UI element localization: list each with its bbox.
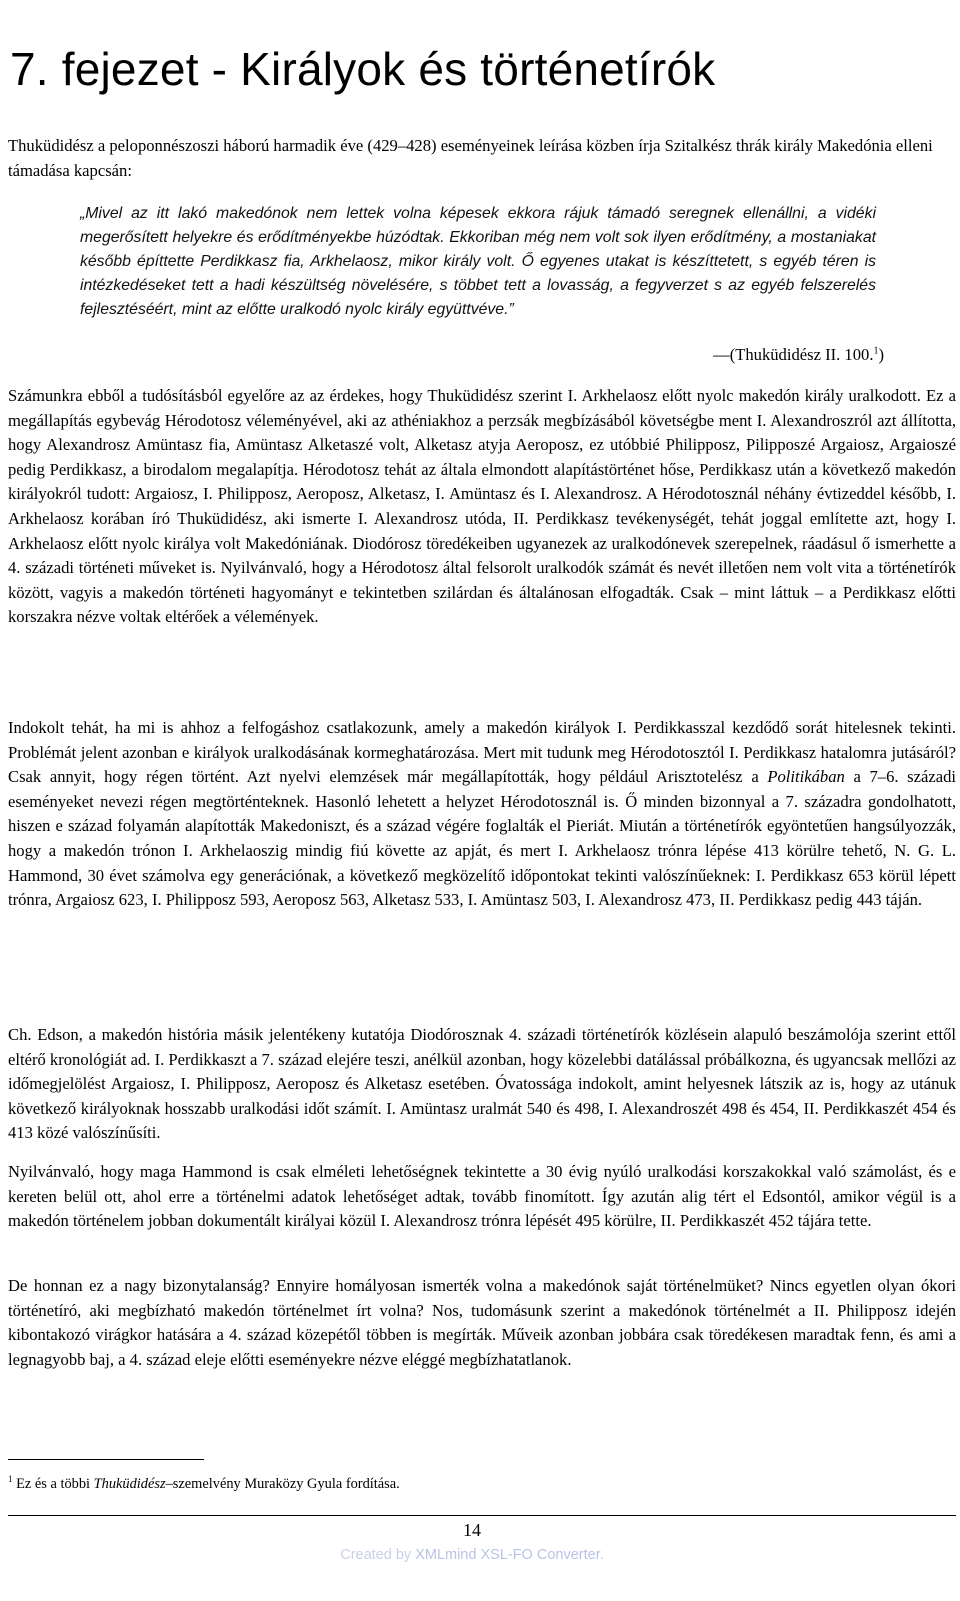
paragraph-4: Nyilvánvaló, hogy maga Hammond is csak elméleti lehetőségnek tekintette a 30 évig nyúló uralkodási korszakokkal való számolást, és e kereten belül ott, ahol erre a történelmi adatok lehetőséget adtak, tovább finomított. Így azután alig tért el Edsontól, amikor végül is a makedón történelem jobban dokumentált királyai közül I. Alexandrosz trónra lépését 495 körülre, II. Perdikkaszét 452 tájára tette. xyxy=(8,1162,956,1231)
paragraph-1: Számunkra ebből a tudósításból egyelőre az az érdekes, hogy Thuküdidész szerint I. Arkhelaosz előtt nyolc makedón király uralkodott. Ez a megállapítás egybevág Hérodotosz véleményével, aki az athéniakhoz a perzsák megbízásából követségbe ment I. Alexandroszról azt állította, hogy Alexandrosz Amüntasz fia, Amüntasz Alketaszé volt, Alketasz atyja Aeroposz, ez utóbbié Philipposz, Pilipposzé Argaiosz, Argaioszé pedig Perdikkasz, a birodalom megalapítja. Hérodotosz tehát az általa elmondott alapítástörténet hőse, Perdikkasz után a következő makedón királyokról tudott: Argaiosz, I. Philipposz, Aeroposz, Alketasz, I. Amüntasz és I. Alexandrosz. A Hérodotosznál néhány évtizeddel később, I. Arkhelaosz korában író Thuküdidész, aki ismerte I. Alexandrosz utóda, II. Perdikkasz tevékenységét, tehát joggal említette azt, hogy I. Arkhelaosz előtt nyolc királya volt Makedóniának. Diodórosz töredékeiben ugyanezek az uralkodónevek szerepelnek, ráadásul ő ismerhette a 4. századi történeti műveket is. Nyilvánvaló, hogy a Hérodotosz által felsorolt uralkodók számát és nevét illetően nem volt vita a történetírók között, vagyis a makedón történeti hagyományt e tekintetben szilárdan és általánosan elfogadták. Csak – mint láttuk – a Perdikkasz előtti korszakra nézve voltak eltérőek a vélemények. xyxy=(8,386,956,627)
work-title-politika: Politikában xyxy=(767,767,845,787)
intro-paragraph: Thuküdidész a peloponnészoszi háború harmadik éve (429–428) eseményeinek leírása közben írja Szitalkész thrák király Makedónia elleni támadása kapcsán: xyxy=(8,136,933,180)
converter-link[interactable]: XMLmind XSL-FO Converter xyxy=(415,1547,600,1563)
footer-divider xyxy=(8,1515,956,1516)
attribution-text: —(Thuküdidész II. 100. xyxy=(713,345,874,364)
credit-prefix: Created by xyxy=(340,1547,416,1563)
footnote xyxy=(8,1474,400,1493)
quote-attribution xyxy=(713,345,884,365)
paragraph-5: De honnan ez a nagy bizonytalanság? Ennyire homályosan ismerték volna a makedónok saját történelmüket? Nincs egyetlen olyan ókori történetíró, aki megbízható makedón történelmet írt volna? Nos, tudomásunk szerint a makedónok történelmét a II. Philipposz idején kibontakozó virágkor hatására a 4. század közepétől többen is megírták. Műveik azonban jobbára csak töredékesen maradtak fenn, és ami a legnagyobb baj, a 4. század eleje előtti eseményekre nézve eléggé megbízhatatlanok. xyxy=(8,1276,956,1369)
footnote-text-a: Ez és a többi xyxy=(12,1475,94,1492)
footnote-separator xyxy=(8,1459,204,1460)
chapter-title: 7. fejezet - Királyok és történetírók xyxy=(10,43,716,95)
paragraph-2-text-a: Indokolt tehát, ha mi is ahhoz a felfogáshoz csatlakozunk, amely a makedón királyok I. Perdikkasszal kezdődő sorát hitelesnek tekinti. Problémát jelent azonban e királyok uralkodásának kormeghatározása. Mert mit tudunk meg Hérodotosztól I. Perdikkasz hatalomra jutásáról? Csak annyit, hogy régen történt. Azt nyelvi elemzések már megállapították, hogy például Arisztotelész a xyxy=(8,718,956,787)
footnote-text-b: –szemelvény Muraközy Gyula fordítása. xyxy=(165,1475,400,1492)
footnote-reference-link[interactable]: 1 xyxy=(873,345,879,357)
attribution-close: ) xyxy=(878,345,884,364)
credit-suffix: . xyxy=(599,1547,604,1563)
footnote-marker: 1 xyxy=(8,1474,13,1484)
footer-credit xyxy=(0,1547,944,1563)
paragraph-2-text-b: a 7–6. századi eseményeket nevezi régen megtörténteknek. Hasonló lehetett a helyzet Hérodotosznál is. Ő minden bizonnyal a 7. századra gondolhatott, hiszen e század folyamán alapították Makedoniszt, és a század végére foglalták el Pieriát. Miután a történetírók egyöntetűen hangsúlyozzák, hogy a makedón trónon I. Arkhelaoszig mindig fiú követte az apját, és mert I. Arkhelaosz trónra lépése 413 körülre tehető, N. G. L. Hammond, 30 évet számolva egy generációnak, a következő megközelítő időpontokat tekinti valószínűeknek: I. Perdikkasz 653 körül lépett trónra, Argaiosz 623, I. Philipposz 593, Aeroposz 563, Alketasz 533, I. Amüntasz 503, I. Alexandrosz 473, II. Perdikkasz pedig 443 táján. xyxy=(8,767,956,910)
paragraph-2 xyxy=(8,716,956,913)
footnote-author-name: Thuküdidész xyxy=(93,1475,166,1492)
paragraph-3: Ch. Edson, a makedón história másik jelentékeny kutatója Diodórosznak 4. századi történetírók közlésein alapuló beszámolója szerint ettől eltérő kronológiát ad. I. Perdikkaszt a 7. század elejére teszi, anélkül azonban, hogy közelebbi datálással próbálkozna, és ugyancsak mellőzi az időmegjelölést Argaiosz, I. Philipposz, Aeroposz és Alketasz esetében. Óvatossága indokolt, amint helyesnek látszik az is, hogy az utánuk következő királyoknak hosszabb uralkodási időt számít. I. Amüntasz uralmát 540 és 498, I. Alexandroszét 498 és 454, II. Perdikkaszét 454 és 413 közé valószínűsíti. xyxy=(8,1025,956,1143)
page-number: 14 xyxy=(463,1520,481,1540)
block-quote: „Mivel az itt lakó makedónok nem lettek volna képesek ekkora rájuk támadó seregnek ellenállni, a vidéki megerősített helyekre és erődítményekbe húzódtak. Ekkoriban még nem volt sok ilyen erődítmény, a mostaniakat később építtette Perdikkasz fia, Arkhelaosz, mikor király volt. Ő egyenes utakat is készíttetett, s egyéb téren is intézkedéseket tett a hadi készültség növelésére, s többet tett a lovasság, a fegyverzet s az egyéb felszerelés fejlesztéséért, mint az előtte uralkodó nyolc király együttvéve.” xyxy=(80,205,876,319)
